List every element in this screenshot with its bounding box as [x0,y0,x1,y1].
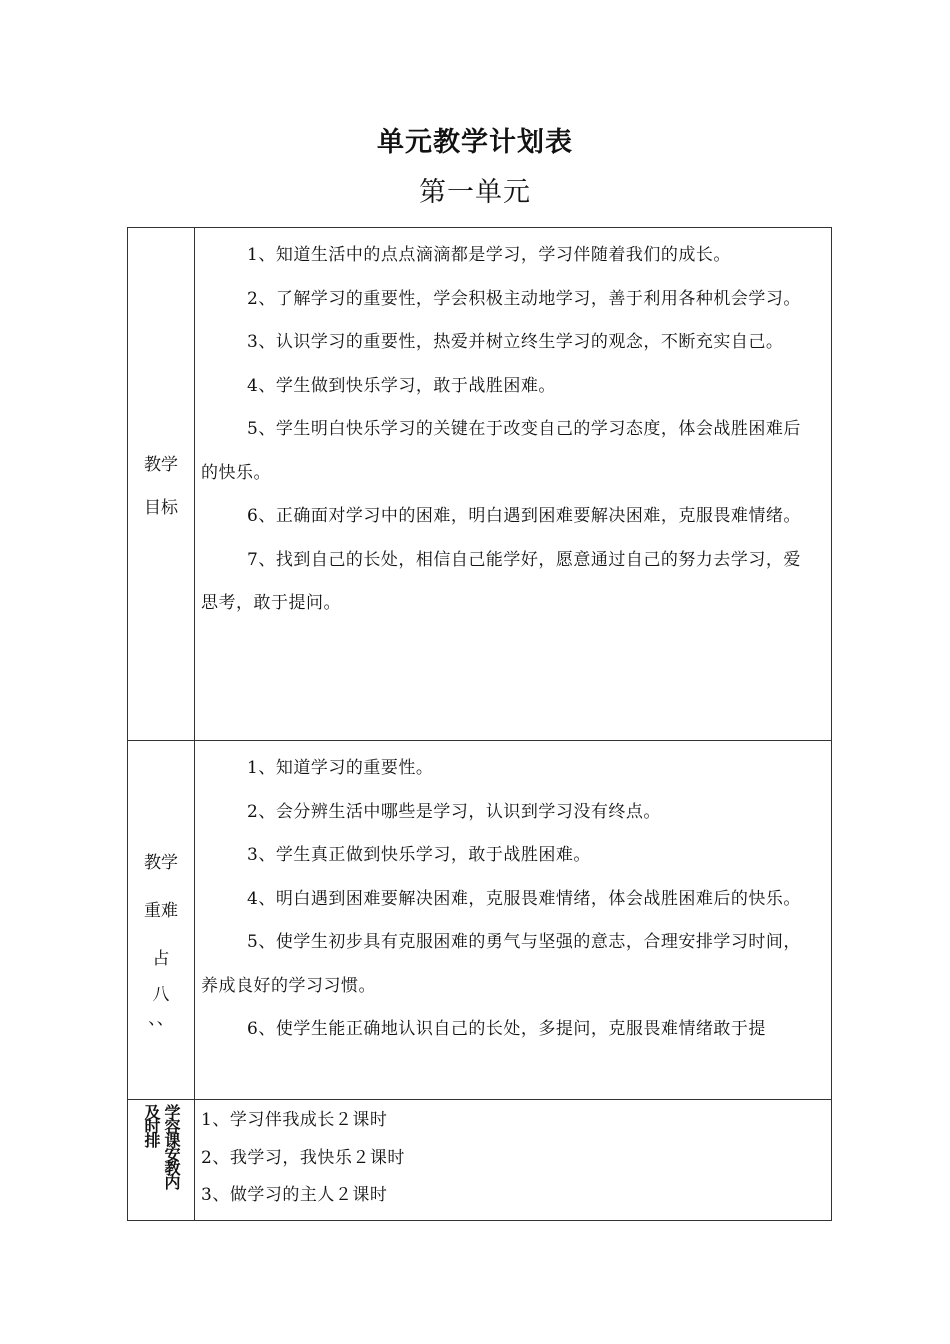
list-item: 3、认识学习的重要性，热爱并树立终生学习的观念，不断充实自己。 [247,332,784,352]
row-label-cell [128,741,195,1100]
list-item: 4、学生做到快乐学习，敢于战胜困难。 [247,375,556,396]
document-title: 单元教学计划表 [377,127,573,158]
unit-plan-table [127,227,832,1221]
row-label-line: 、、 [148,1009,174,1029]
list-item: 5、学生明白快乐学习的关键在于改变自己的学习态度，体会战胜困难后的快乐。 [201,419,801,483]
unit-subtitle: 第一单元 [419,177,531,208]
list-item: 3、做学习的主人２课时 [201,1185,388,1205]
list-item: 2、会分辨生活中哪些是学习，认识到学习没有终点。 [247,801,661,822]
row-content-cell [195,741,832,1100]
list-item: 7、找到自己的长处，相信自己能学好，愿意通过自己的努力去学习，爱思考，敢于提问。 [201,549,801,613]
table-row-content-schedule [128,1100,832,1221]
row-label-line: 教学 [144,455,178,475]
list-item: 5、使学生初步具有克服困难的勇气与坚强的意志，合理安排学习时间，养成良好的学习习惯。 [201,932,801,996]
list-item: 1、知道生活中的点点滴滴都是学习，学习伴随着我们的成长。 [247,245,731,265]
row-label-line: 教学 [144,853,178,873]
list-item: 2、我学习，我快乐２课时 [201,1147,405,1168]
row-content-cell [195,1100,832,1221]
list-item: 1、学习伴我成长２课时 [201,1110,388,1130]
list-item: 2、了解学习的重要性，学会积极主动地学习，善于利用各种机会学习。 [247,288,801,309]
row-label-line: 重难 [144,901,178,921]
list-item: 3、学生真正做到快乐学习，敢于战胜困难。 [247,845,591,865]
row-label-line: 占 [152,949,170,969]
row-label-line: 目标 [144,498,178,518]
list-item: 4、明白遇到困难要解决困难，克服畏难情绪，体会战胜困难后的快乐。 [247,888,801,909]
table-row-key-difficult-points [128,741,832,1100]
list-item: 6、正确面对学习中的困难，明白遇到困难要解决困难，克服畏难情绪。 [247,506,801,526]
row-label-cell [128,1100,195,1221]
row-label-line: 八 [152,985,170,1005]
list-item: 1、知道学习的重要性。 [247,758,434,778]
table-row-teaching-goals [128,228,832,741]
row-label-column: 学容课安教内 [162,1104,181,1188]
row-label-cell [128,228,195,741]
row-content-cell [195,228,832,741]
list-item: 6、使学生能正确地认识自己的长处，多提问，克服畏难情绪敢于提 [247,1019,766,1039]
row-label-column: 及时排 [142,1104,161,1146]
